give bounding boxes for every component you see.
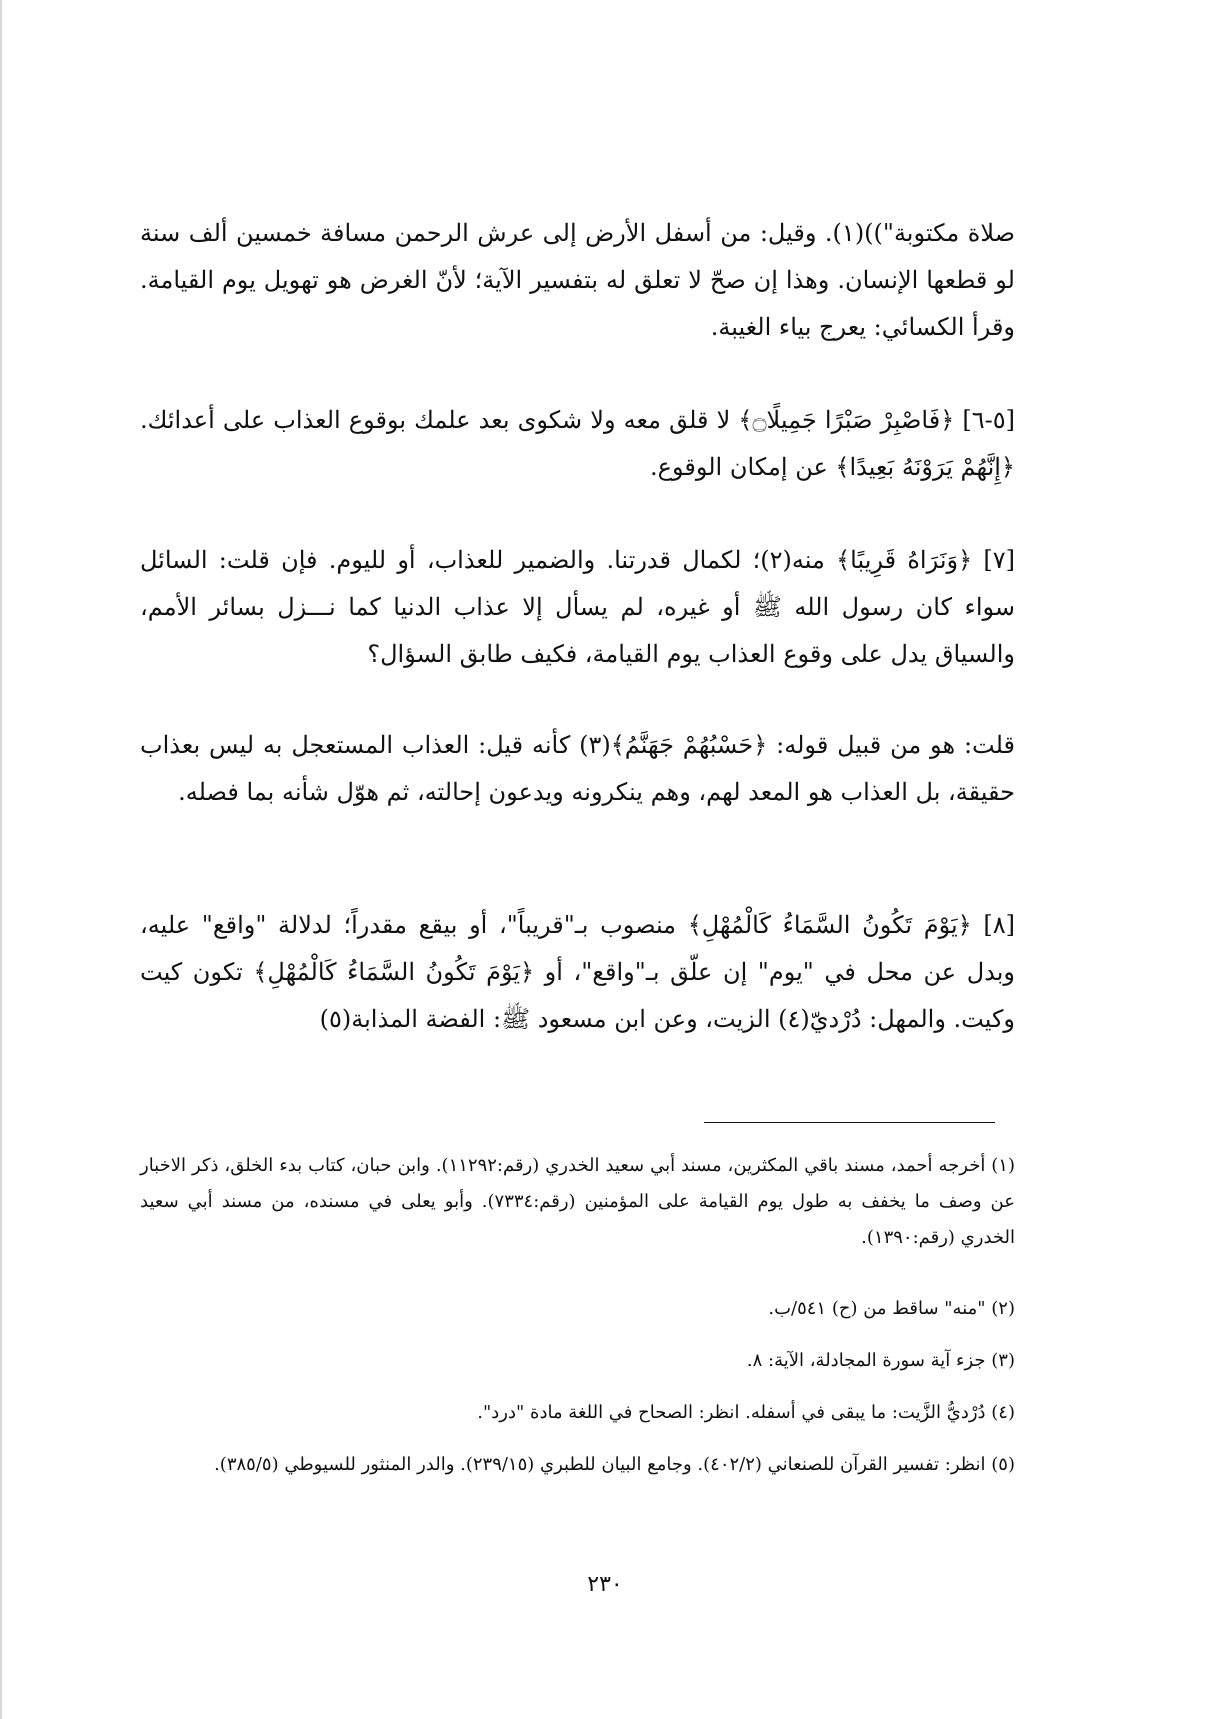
page-number: ٢٣٠ xyxy=(587,1572,623,1597)
paragraph-verse-5-6: [٥-٦] ﴿فَاصْبِرْ صَبْرًا جَمِيلًا۝﴾ لا قلق معه ولا شكوى بعد علمك بوقوع العذاب على أعدائك. ﴿إِنَّهُمْ يَرَوْنَهُ بَعِيدًا﴾ عن إمكان الوقوع. xyxy=(140,406,1015,481)
footnote-1: (١) أخرجه أحمد، مسند باقي المكثرين، مسند أبي سعيد الخدري (رقم:١١٢٩٢). وابن حبان، كتاب بدء الخلق، ذكر الاخبار عن وصف ما يخفف به طول يوم القيامة على المؤمنين (رقم:٧٣٣٤). وأبو يعلى في مسنده، من مسند أبي سعيد الخدري (رقم:١٣٩٠). xyxy=(140,1155,1016,1248)
paragraph-1: صلاة مكتوبة"))(١). وقيل: من أسفل الأرض إلى عرش الرحمن مسافة خمسين ألف سنة لو قطعها الإنسان. وهذا إن صحّ لا تعلق له بتفسير الآية؛ لأنّ الغرض هو تهويل يوم القيامة. وقرأ الكسائي: يعرج بياء الغيبة. xyxy=(140,219,1016,341)
paragraph-verse-8: [٨] ﴿يَوْمَ تَكُونُ السَّمَاءُ كَالْمُهْلِ﴾ منصوب بـ"قريباً"، أو بيقع مقدراً؛ لدلالة "واقع" عليه، وبدل عن محل في "يوم" إن علّق بـ"واقع"، أو ﴿يَوْمَ تَكُونُ السَّمَاءُ كَالْمُهْلِ﴾ تكون كيت وكيت. والمهل: دُرْديّ(٤) الزيت، وعن ابن مسعود ﷺ: الفضة المذابة(٥) xyxy=(140,911,1015,1033)
footnote-3: (٣) جزء آية سورة المجادلة، الآية: ٨. xyxy=(746,1350,1015,1371)
footnote-2: (٢) "منه" ساقط من (ح) ٥٤١/ب. xyxy=(768,1298,1015,1319)
footnote-5: (٥) انظر: تفسير القرآن للصنعاني (٤٠٢/٢). وجامع البيان للطبري (٢٣٩/١٥). والدر المنثور للسيوطي (٣٨٥/٥). xyxy=(214,1454,1015,1475)
paragraph-answer: قلت: هو من قبيل قوله: ﴿حَسْبُهُمْ جَهَنَّمُ﴾(٣) كأنه قيل: العذاب المستعجل به ليس بعذاب حقيقة، بل العذاب هو المعد لهم، وهم ينكرونه ويدعون إحالته، ثم هوّل شأنه بما فصله. xyxy=(140,731,1016,806)
footnote-separator xyxy=(704,1122,995,1123)
scan-edge xyxy=(0,0,2,1719)
paragraph-verse-7: [٧] ﴿وَنَرَاهُ قَرِيبًا﴾ منه(٢)؛ لكمال قدرتنا. والضمير للعذاب، أو لليوم. فإن قلت: السائل سواء كان رسول الله ﷺ أو غيره، لم يسأل إلا عذاب الدنيا كما نـــزل بسائر الأمم، والسياق يدل على وقوع العذاب يوم القيامة، فكيف طابق السؤال؟ xyxy=(140,546,1016,668)
footnote-4: (٤) دُرْديُّ الزَّيت: ما يبقى في أسفله. انظر: الصحاح في اللغة مادة "درد". xyxy=(477,1402,1015,1423)
